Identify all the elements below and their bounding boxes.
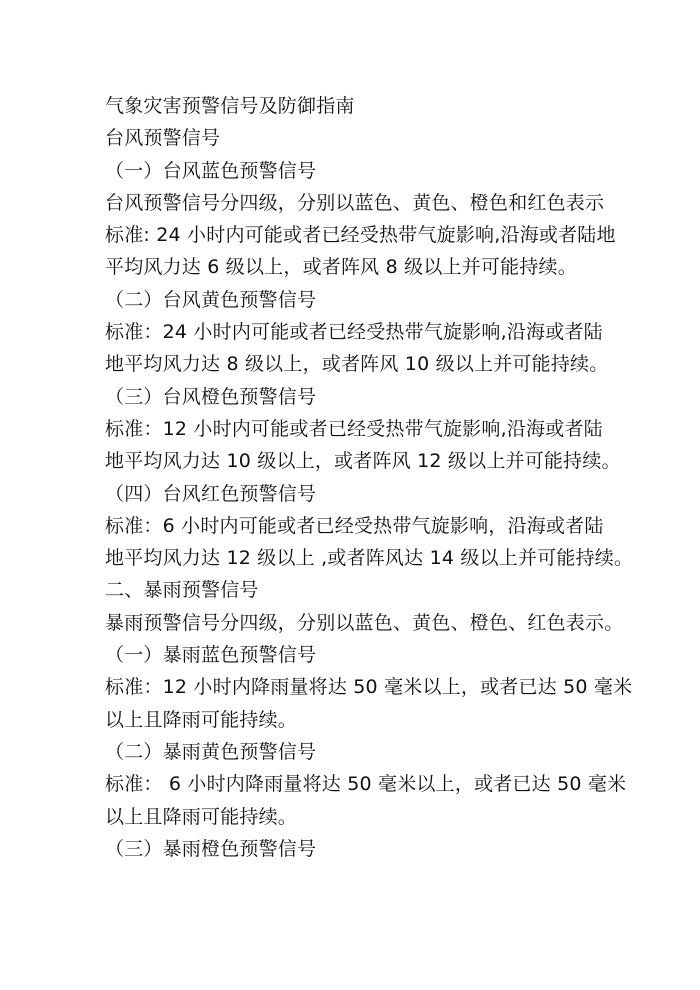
document-title: 气象灾害预警信号及防御指南 [105, 95, 355, 117]
paragraph-line: 标准：12 小时内可能或者已经受热带气旋影响,沿海或者陆 [105, 417, 603, 440]
subheading-rainstorm-orange: （三）暴雨橙色预警信号 [105, 837, 317, 860]
section-heading-typhoon: 台风预警信号 [105, 127, 221, 150]
paragraph-line: 地平均风力达 8 级以上，或者阵风 10 级以上并可能持续。 [105, 353, 609, 376]
subheading-typhoon-yellow: （二）台风黄色预警信号 [105, 288, 317, 311]
paragraph-line: 地平均风力达 10 级以上，或者阵风 12 级以上并可能持续。 [105, 450, 621, 473]
paragraph-line: 标准： 6 小时内降雨量将达 50 毫米以上，或者已达 50 毫米 [105, 773, 627, 796]
paragraph-line: 以上且降雨可能持续。 [105, 805, 298, 828]
subheading-typhoon-red: （四）台风红色预警信号 [105, 482, 317, 505]
paragraph-line: 标准：12 小时内降雨量将达 50 毫米以上，或者已达 50 毫米 [105, 676, 633, 699]
subheading-rainstorm-yellow: （二）暴雨黄色预警信号 [105, 740, 317, 763]
document-body [105, 90, 634, 865]
subheading-typhoon-orange: （三）台风橙色预警信号 [105, 385, 317, 408]
paragraph-line: 标准: 24 小时内可能或者已经受热带气旋影响,沿海或者陆地 [105, 224, 616, 247]
paragraph-line: 标准：24 小时内可能或者已经受热带气旋影响,沿海或者陆 [105, 321, 603, 344]
paragraph-line: 暴雨预警信号分四级，分别以蓝色、黄色、橙色、红色表示。 [105, 611, 624, 634]
subheading-typhoon-blue: （一）台风蓝色预警信号 [105, 159, 317, 182]
paragraph-line: 标准：6 小时内可能或者已经受热带气旋影响，沿海或者陆 [105, 514, 604, 537]
paragraph-line: 地平均风力达 12 级以上 ,或者阵风达 14 级以上并可能持续。 [105, 547, 634, 570]
section-heading-rainstorm: 二、暴雨预警信号 [105, 579, 259, 602]
paragraph-line: 以上且降雨可能持续。 [105, 708, 298, 731]
subheading-rainstorm-blue: （一）暴雨蓝色预警信号 [105, 644, 317, 667]
paragraph-line: 平均风力达 6 级以上，或者阵风 8 级以上并可能持续。 [105, 256, 577, 279]
paragraph-line: 台风预警信号分四级，分别以蓝色、黄色、橙色和红色表示 [105, 191, 605, 214]
